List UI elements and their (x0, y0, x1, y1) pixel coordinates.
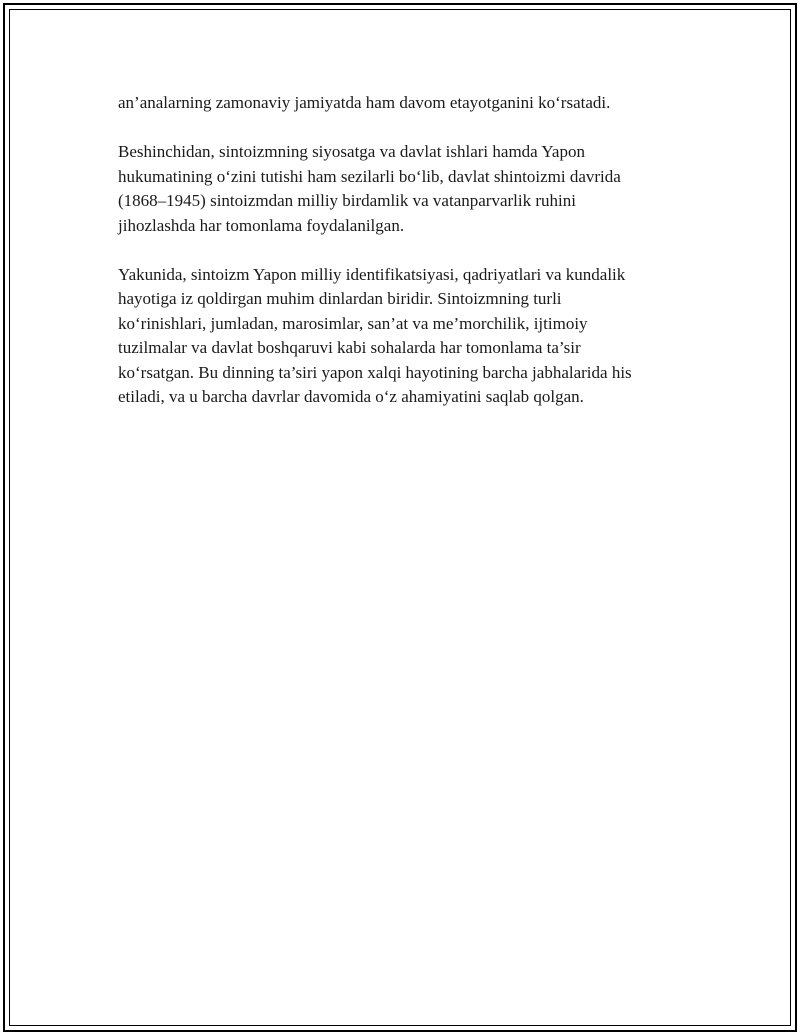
paragraph-2 (118, 140, 688, 238)
paragraph-line: hayotiga iz qoldirgan muhim dinlardan biridir. Sintoizmning turli (118, 289, 562, 308)
paragraph-line: tuzilmalar va davlat boshqaruvi kabi sohalarda har tomonlama ta’sir (118, 338, 581, 357)
paragraph-line: etiladi, va u barcha davrlar davomida o‘z ahamiyatini saqlab qolgan. (118, 387, 584, 406)
paragraph-line: Beshinchidan, sintoizmning siyosatga va davlat ishlari hamda Yapon (118, 142, 585, 161)
paragraph-line: ko‘rsatgan. Bu dinning ta’siri yapon xalqi hayotining barcha jabhalarida his (118, 362, 632, 382)
document-body (118, 91, 688, 434)
paragraph-line: hukumatining o‘zini tutishi ham sezilarli bo‘lib, davlat shintoizmi davrida (118, 166, 621, 186)
paragraph-3 (118, 263, 688, 410)
paragraph-line: Yakunida, sintoizm Yapon milliy identifikatsiyasi, qadriyatlari va kundalik (118, 264, 626, 284)
paragraph-1 (118, 91, 688, 116)
paragraph-line: an’analarning zamonaviy jamiyatda ham davom etayotganini ko‘rsatadi. (118, 93, 611, 112)
paragraph-line: jihozlashda har tomonlama foydalanilgan. (118, 215, 405, 235)
paragraph-line: ko‘rinishlari, jumladan, marosimlar, san’at va me’morchilik, ijtimoiy (118, 313, 588, 333)
paragraph-line: (1868–1945) sintoizmdan milliy birdamlik va vatanparvarlik ruhini (118, 191, 576, 210)
